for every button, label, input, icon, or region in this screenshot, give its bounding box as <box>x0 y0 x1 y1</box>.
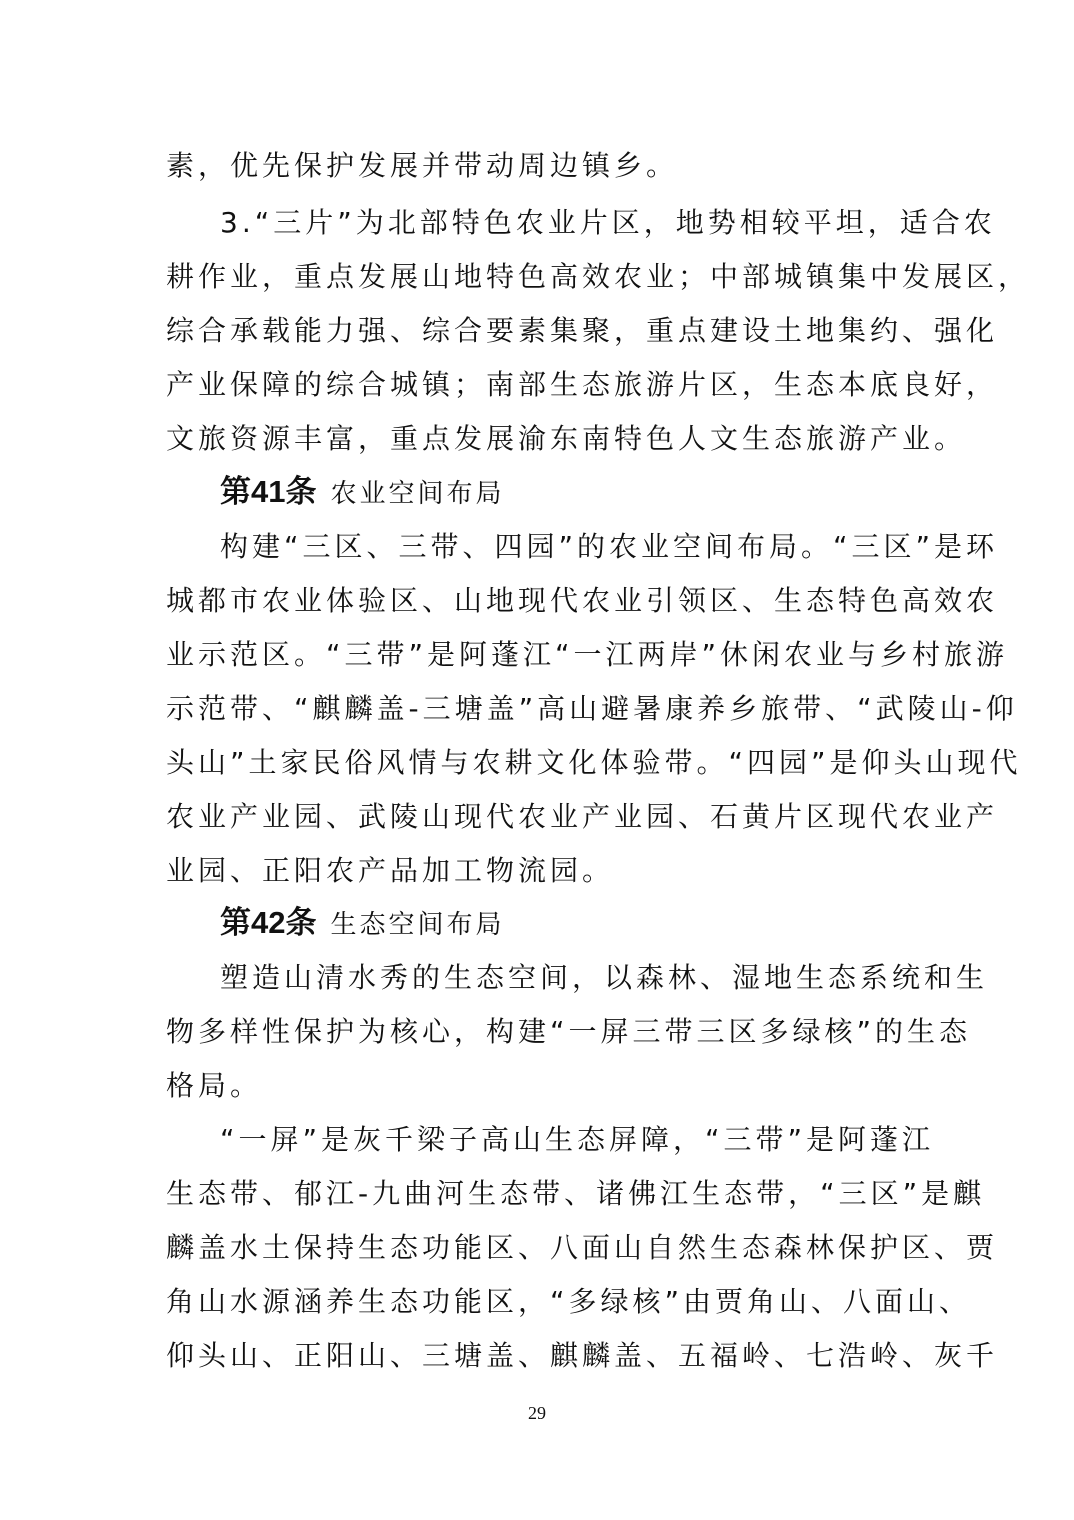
paragraph-line: “一屏”是灰千梁子高山生态屏障，“三带”是阿蓬江 <box>220 1123 935 1156</box>
article-number: 第42条 <box>220 905 317 940</box>
paragraph-line: 产业保障的综合城镇；南部生态旅游片区，生态本底良好， <box>166 368 999 401</box>
paragraph-line: 头山”土家民俗风情与农耕文化体验带。“四园”是仰头山现代 <box>166 746 1022 779</box>
article-number: 第41条 <box>220 474 317 509</box>
paragraph-line: 示范带、“麒麟盖-三塘盖”高山避暑康养乡旅带、“武陵山-仰 <box>166 692 1018 725</box>
paragraph-line: 格局。 <box>166 1069 263 1102</box>
paragraph-line: 农业产业园、武陵山现代农业产业园、石黄片区现代农业产 <box>166 800 999 833</box>
paragraph-line: 业示范区。“三带”是阿蓬江“一江两岸”休闲农业与乡村旅游 <box>166 638 1009 671</box>
paragraph-line: 仰头山、正阳山、三塘盖、麒麟盖、五福岭、七浩岭、灰千 <box>166 1339 999 1372</box>
paragraph-line: 生态带、郁江-九曲河生态带、诸佛江生态带，“三区”是麒 <box>166 1177 986 1210</box>
article-41-heading <box>220 468 505 516</box>
paragraph-line: 综合承载能力强、综合要素集聚，重点建设土地集约、强化 <box>166 314 999 347</box>
article-title: 农业空间布局 <box>330 479 505 509</box>
paragraph-line: 麟盖水土保持生态功能区、八面山自然生态森林保护区、贾 <box>166 1231 999 1264</box>
paragraph-line: 文旅资源丰富，重点发展渝东南特色人文生态旅游产业。 <box>166 422 967 455</box>
article-42-heading <box>220 899 505 947</box>
paragraph-line: 耕作业，重点发展山地特色高效农业；中部城镇集中发展区， <box>166 260 1031 293</box>
page-number: 29 <box>528 1403 546 1423</box>
paragraph-line: 城都市农业体验区、山地现代农业引领区、生态特色高效农 <box>166 584 999 617</box>
paragraph-line: 素，优先保护发展并带动周边镇乡。 <box>166 149 679 182</box>
paragraph-line: 物多样性保护为核心，构建“一屏三带三区多绿核”的生态 <box>166 1015 972 1048</box>
paragraph-line: 角山水源涵养生态功能区，“多绿核”由贾角山、八面山、 <box>166 1285 972 1318</box>
paragraph-line: 构建“三区、三带、四园”的农业空间布局。“三区”是环 <box>220 530 999 563</box>
article-title: 生态空间布局 <box>330 910 505 940</box>
paragraph-line: 业园、正阳农产品加工物流园。 <box>166 854 615 887</box>
paragraph-line: 塑造山清水秀的生态空间，以森林、湿地生态系统和生 <box>220 961 989 994</box>
paragraph-line: 3.“三片”为北部特色农业片区，地势相较平坦，适合农 <box>220 206 996 239</box>
